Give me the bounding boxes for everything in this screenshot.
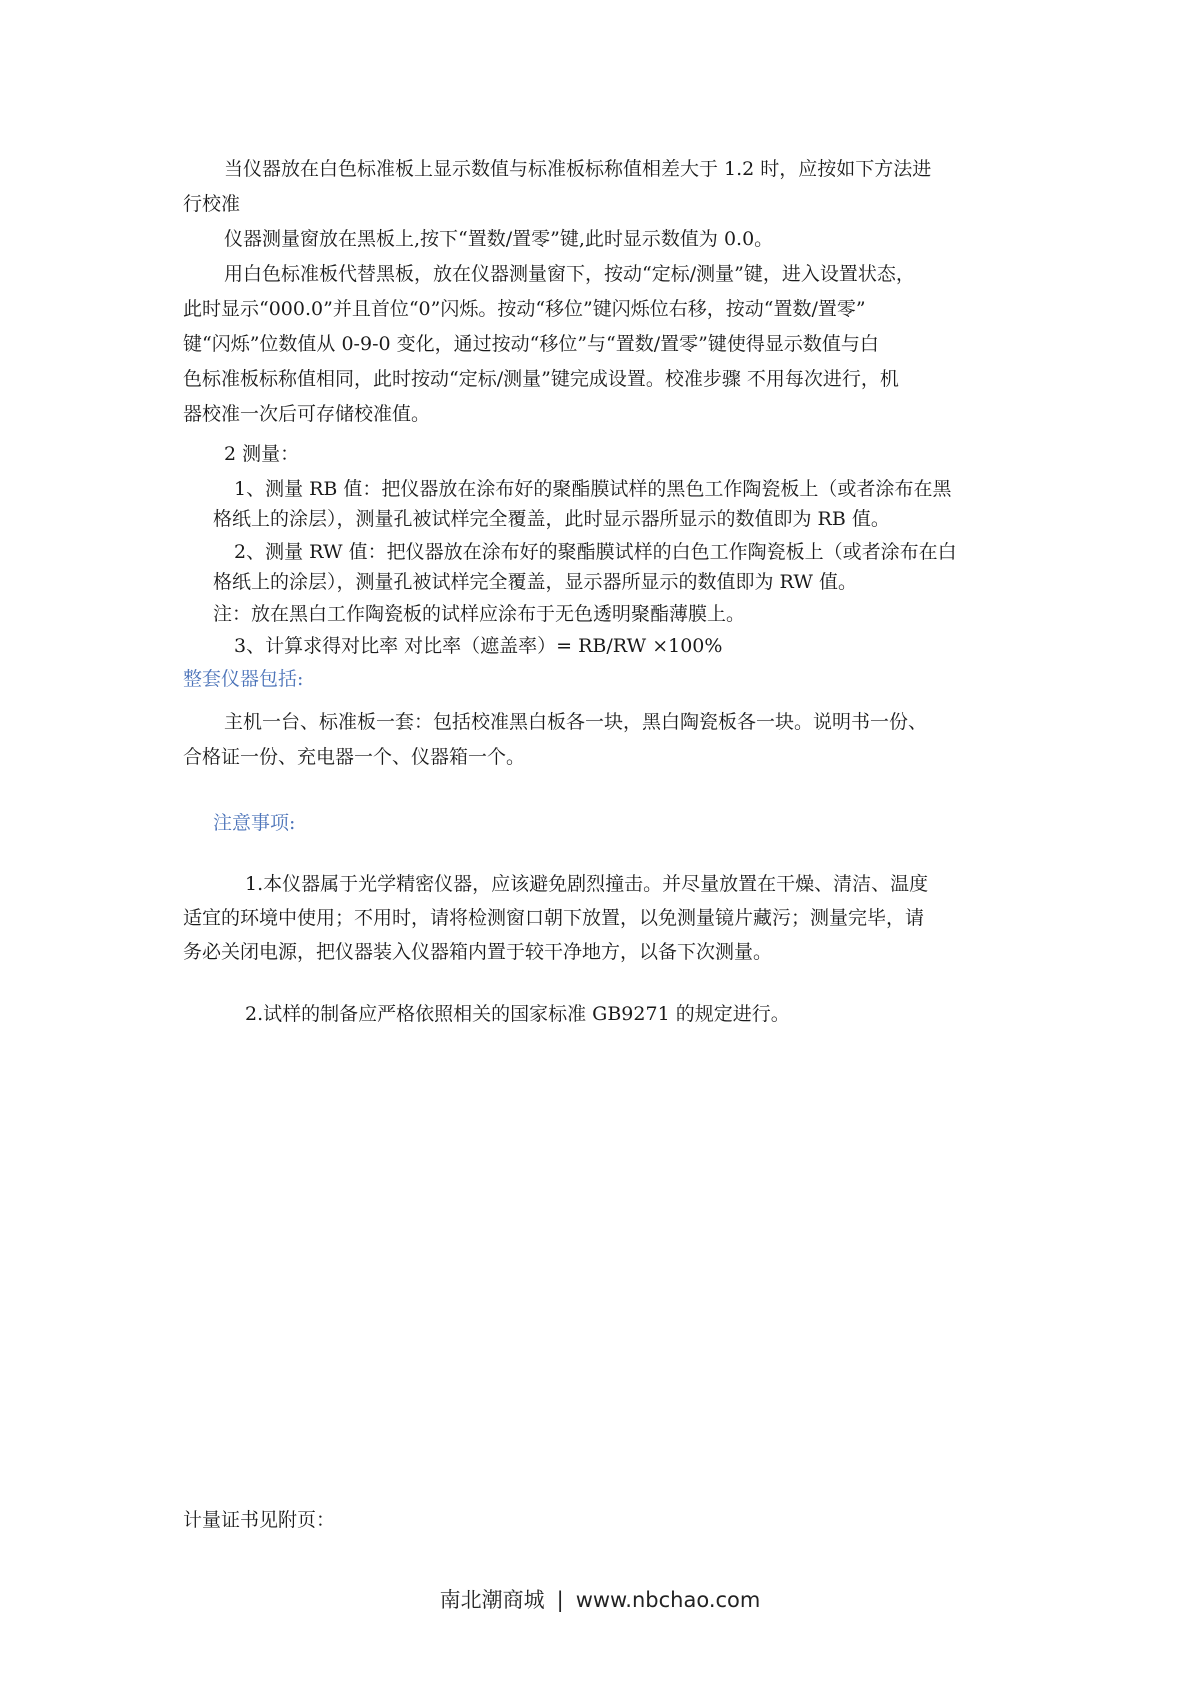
notice-item-1-line-1: 1.本仪器属于光学精密仪器，应该避免剧烈撞击。并尽量放置在干燥、清洁、温度 — [245, 873, 929, 895]
package-line-2: 合格证一份、充电器一个、仪器箱一个。 — [183, 746, 526, 768]
footer-brand: 南北潮商城 — [439, 1588, 545, 1612]
calibration-line-5: 此时显示“000.0”并且首位“0”闪烁。按动“移位”键闪烁位右移，按动“置数/置零” — [183, 298, 866, 320]
page-footer — [0, 1584, 1200, 1614]
measure-note: 注：放在黑白工作陶瓷板的试样应涂布于无色透明聚酯薄膜上。 — [213, 603, 746, 625]
notice-item-1-line-3: 务必关闭电源，把仪器装入仪器箱内置于较干净地方，以备下次测量。 — [183, 941, 773, 963]
notice-item-2: 2.试样的制备应严格依照相关的国家标准 GB9271 的规定进行。 — [245, 1003, 790, 1025]
measure-heading: 2 测量： — [224, 443, 300, 465]
notice-heading: 注意事项: — [213, 812, 296, 834]
calibration-line-1: 当仪器放在白色标准板上显示数值与标准板标称值相差大于 1.2 时，应按如下方法进 — [224, 158, 932, 180]
package-line-1: 主机一台、标准板一套：包括校准黑白板各一块，黑白陶瓷板各一块。说明书一份、 — [224, 711, 928, 733]
calibration-line-8: 器校准一次后可存储校准值。 — [183, 403, 431, 425]
calibration-line-4: 用白色标准板代替黑板，放在仪器测量窗下，按动“定标/测量”键，进入设置状态， — [224, 263, 915, 285]
notice-item-1-line-2: 适宜的环境中使用；不用时，请将检测窗口朝下放置，以免测量镜片藏污；测量完毕，请 — [183, 907, 925, 929]
calibration-line-2: 行校准 — [183, 193, 241, 215]
measure-rw-line-2: 格纸上的涂层），测量孔被试样完全覆盖，显示器所显示的数值即为 RW 值。 — [213, 571, 857, 593]
footer-separator: | — [556, 1588, 564, 1612]
certificate-note: 计量证书见附页： — [183, 1509, 336, 1531]
measure-rb-line-1: 1、测量 RB 值：把仪器放在涂布好的聚酯膜试样的黑色工作陶瓷板上（或者涂布在黑 — [234, 478, 952, 500]
calibration-line-7: 色标准板标称值相同，此时按动“定标/测量”键完成设置。校准步骤 不用每次进行，机 — [183, 368, 899, 390]
calibration-line-3: 仪器测量窗放在黑板上,按下“置数/置零”键,此时显示数值为 0.0。 — [224, 228, 774, 250]
measure-calc: 3、计算求得对比率 对比率（遮盖率）= RB/RW ×100% — [234, 635, 723, 657]
calibration-line-6: 键“闪烁”位数值从 0-9-0 变化，通过按动“移位”与“置数/置零”键使得显示数值与白 — [183, 333, 879, 355]
package-heading: 整套仪器包括: — [183, 668, 304, 690]
measure-rw-line-1: 2、测量 RW 值：把仪器放在涂布好的聚酯膜试样的白色工作陶瓷板上（或者涂布在白 — [234, 541, 957, 563]
measure-rb-line-2: 格纸上的涂层），测量孔被试样完全覆盖，此时显示器所显示的数值即为 RB 值。 — [213, 508, 890, 530]
footer-url[interactable]: www.nbchao.com — [575, 1588, 761, 1612]
